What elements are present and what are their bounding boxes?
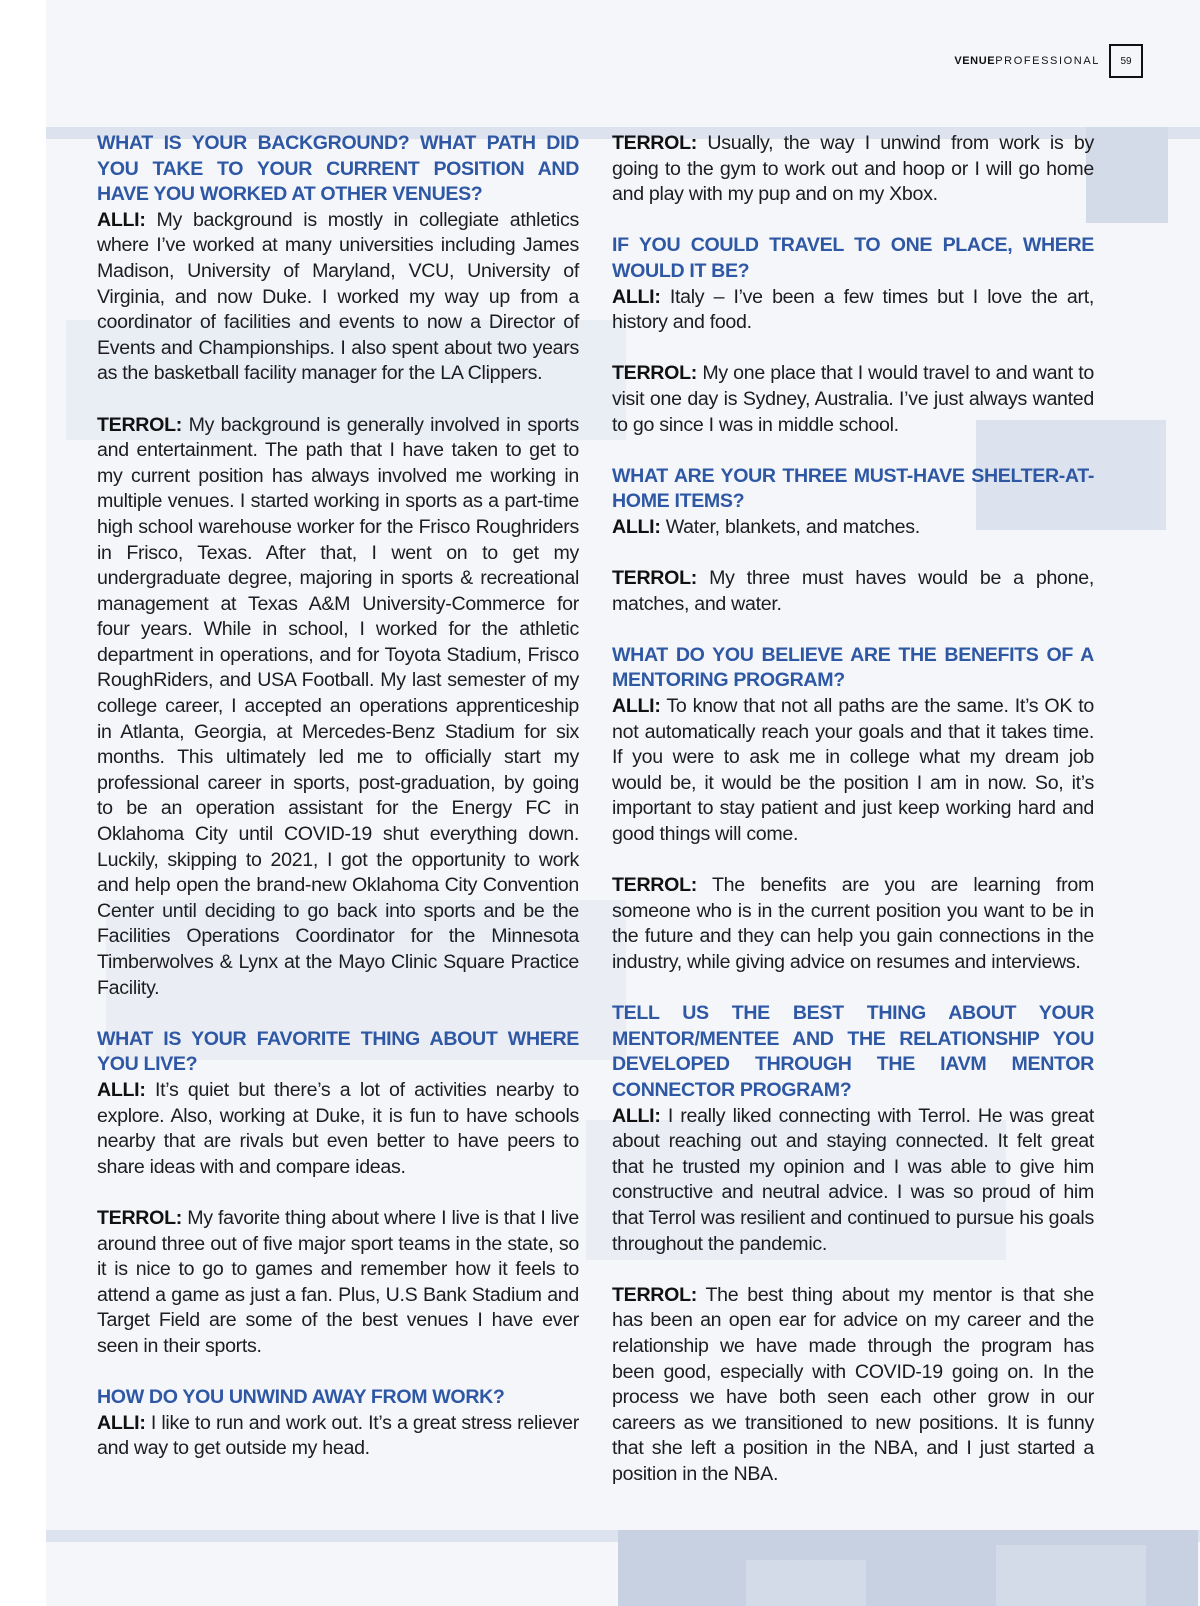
speaker-label: ALLI: (97, 208, 146, 231)
qa-benefits (612, 643, 1094, 848)
answer-alli (612, 1104, 1094, 1258)
question-heading: WHAT ARE YOUR THREE MUST-HAVE SHELTER-AT-HOME ITEMS? (612, 464, 1094, 513)
answer-text: My three must haves would be a phone, matches, and water. (612, 567, 1094, 615)
qa-favorite (97, 1027, 579, 1181)
brand-venue: VENUE (954, 55, 996, 67)
background-block (1086, 127, 1168, 223)
qa-travel (612, 233, 1094, 335)
speaker-label: TERROL: (612, 567, 697, 590)
answer-alli (612, 285, 1094, 336)
answer-terrol (612, 1283, 1094, 1488)
answer-terrol (612, 361, 1094, 438)
speaker-label: ALLI: (612, 285, 661, 308)
answer-text: Water, blankets, and matches. (665, 515, 920, 538)
answer-text: I like to run and work out. It’s a great stress reliever and way to get outside my head. (97, 1411, 579, 1460)
qa-shelter-terrol (612, 566, 1094, 617)
answer-text: My background is generally involved in sports and entertainment. The path that I have taken to get to my current position has always involved me working in multiple venues. I started working in sports as a part-time high school warehouse worker for the Frisco Roughriders in Frisco, Texas. After that, I went on to get my undergraduate degree, majoring in sports & recreational management at Texas A&M University-Commerce for four years. While in school, I worked for the athletic department in operations, and for Toyota Stadium, Frisco RoughRiders, and USA Football. My last semester of my college career, I accepted an operations apprenticeship in Atlanta, Georgia, at Mercedes-Benz Stadium for six months. This ultimately led me to officially start my professional career in sports, post-graduation, by going to be an operation assistant for the Energy FC in Oklahoma City until COVID-19 shut everything down. Luckily, skipping to 2021, I got the opportunity to work and help open the brand-new Oklahoma City Convention Center until deciding to go back into sports and be the Facilities Operations Coordinator for the Minnesota Timberwolves & Lynx at the Mayo Clinic Square Practice Facility. (97, 413, 579, 999)
question-heading: HOW DO YOU UNWIND AWAY FROM WORK? (97, 1386, 505, 1409)
answer-text: To know that not all paths are the same. It’s OK to not automatically reach your goals and that it takes time. If you were to ask me in college what my dream job would be, it would be the position I am in now. So, it’s important to stay patient and just keep working hard and good things will come. (612, 695, 1094, 846)
answer-text: My one place that I would travel to and want to visit one day is Sydney, Australia. I’ve just always wanted to go since I was in middle school. (612, 362, 1095, 436)
qa-best-terrol (612, 1283, 1094, 1488)
question-heading: IF YOU COULD TRAVEL TO ONE PLACE, WHERE WOULD IT BE? (612, 234, 1094, 282)
speaker-label: TERROL: (612, 1283, 697, 1306)
page-number: 59 (1109, 44, 1143, 78)
speaker-label: ALLI: (97, 1411, 146, 1434)
answer-alli (612, 515, 1094, 541)
speaker-label: TERROL: (612, 362, 697, 385)
answer-text: Italy – I’ve been a few times but I love the art, history and food. (612, 285, 1094, 334)
page-header (954, 44, 1143, 78)
publication-name (954, 55, 1100, 67)
qa-unwind (97, 1385, 579, 1462)
answer-text: Usually, the way I unwind from work is by going to the gym to work out and hoop or I will go home and play with my pup and on my Xbox. (612, 132, 1094, 206)
speaker-label: ALLI: (612, 515, 661, 538)
speaker-label: TERROL: (97, 413, 182, 436)
question-heading: WHAT IS YOUR FAVORITE THING ABOUT WHERE YOU LIVE? (97, 1027, 579, 1076)
speaker-label: ALLI: (612, 695, 661, 718)
speaker-label: ALLI: (612, 1104, 661, 1127)
qa-shelter (612, 464, 1094, 541)
answer-text: My favorite thing about where I live is that I live around three out of five major sport teams in the state, so it is nice to go to games and remember how it feels to attend a game as just a fan. Plus, U.S Bank Stadium and Target Field are some of the best venues I have ever seen in their sports. (97, 1206, 579, 1357)
right-column (612, 131, 1094, 1513)
answer-terrol (97, 1206, 579, 1360)
answer-terrol (612, 131, 1094, 208)
qa-benefits-terrol (612, 873, 1094, 975)
answer-terrol (612, 566, 1094, 617)
answer-text: It’s quiet but there’s a lot of activities nearby to explore. Also, working at Duke, it is fun to have schools nearby that are rivals but even better to have peers to share ideas with and compare ideas. (97, 1078, 579, 1178)
answer-terrol (612, 873, 1094, 975)
qa-unwind-terrol (612, 131, 1094, 208)
speaker-label: ALLI: (97, 1078, 146, 1101)
answer-alli (97, 1411, 579, 1462)
qa-background (97, 131, 579, 387)
qa-background-terrol (97, 413, 579, 1002)
speaker-label: TERROL: (612, 874, 697, 897)
answer-alli (612, 694, 1094, 848)
question-heading: TELL US THE BEST THING ABOUT YOUR MENTOR/MENTEE AND THE RELATIONSHIP YOU DEVELOPED THROUGH THE IAVM MENTOR CONNECTOR PROGRAM? (612, 1002, 1094, 1101)
speaker-label: TERROL: (97, 1206, 182, 1229)
background-block (746, 1560, 866, 1606)
answer-text: I really liked connecting with Terrol. He was great about reaching out and staying connected. It felt great that he trusted my opinion and I was able to give him constructive and neutral advice. I was so proud of him that Terrol was resilient and continued to pursue his goals throughout the pandemic. (612, 1104, 1094, 1255)
background-block (996, 1545, 1146, 1606)
answer-alli (97, 1078, 579, 1180)
qa-travel-terrol (612, 361, 1094, 438)
answer-terrol (97, 413, 579, 1002)
qa-best (612, 1001, 1094, 1257)
answer-text: The benefits are you are learning from someone who is in the current position you want to be in the future and they can help you gain connections in the industry, while giving advice on resumes and interviews. (612, 874, 1094, 973)
answer-text: The best thing about my mentor is that she has been an open ear for advice on my career and the relationship we have made through the program has been good, especially with COVID-19 going on. In the process we have both seen each other grow in our careers as we transitioned to new positions. It is funny that she left a position in the NBA, and I just started a position in the NBA. (612, 1283, 1095, 1485)
answer-text: My background is mostly in collegiate athletics where I’ve worked at many universities including James Madison, University of Maryland, VCU, University of Virginia, and now Duke. I worked my way up from a coordinator of facilities and events to now a Director of Events and Championships. I also spent about two years as the basketball facility manager for the LA Clippers. (97, 208, 579, 385)
left-column (97, 131, 579, 1487)
question-heading: WHAT IS YOUR BACKGROUND? WHAT PATH DID YOU TAKE TO YOUR CURRENT POSITION AND HAVE YOU WORKED AT OTHER VENUES? (97, 132, 579, 206)
brand-professional: PROFESSIONAL (995, 55, 1100, 67)
question-heading: WHAT DO YOU BELIEVE ARE THE BENEFITS OF A MENTORING PROGRAM? (612, 643, 1094, 692)
answer-alli (97, 208, 579, 387)
qa-favorite-terrol (97, 1206, 579, 1360)
speaker-label: TERROL: (612, 132, 697, 154)
